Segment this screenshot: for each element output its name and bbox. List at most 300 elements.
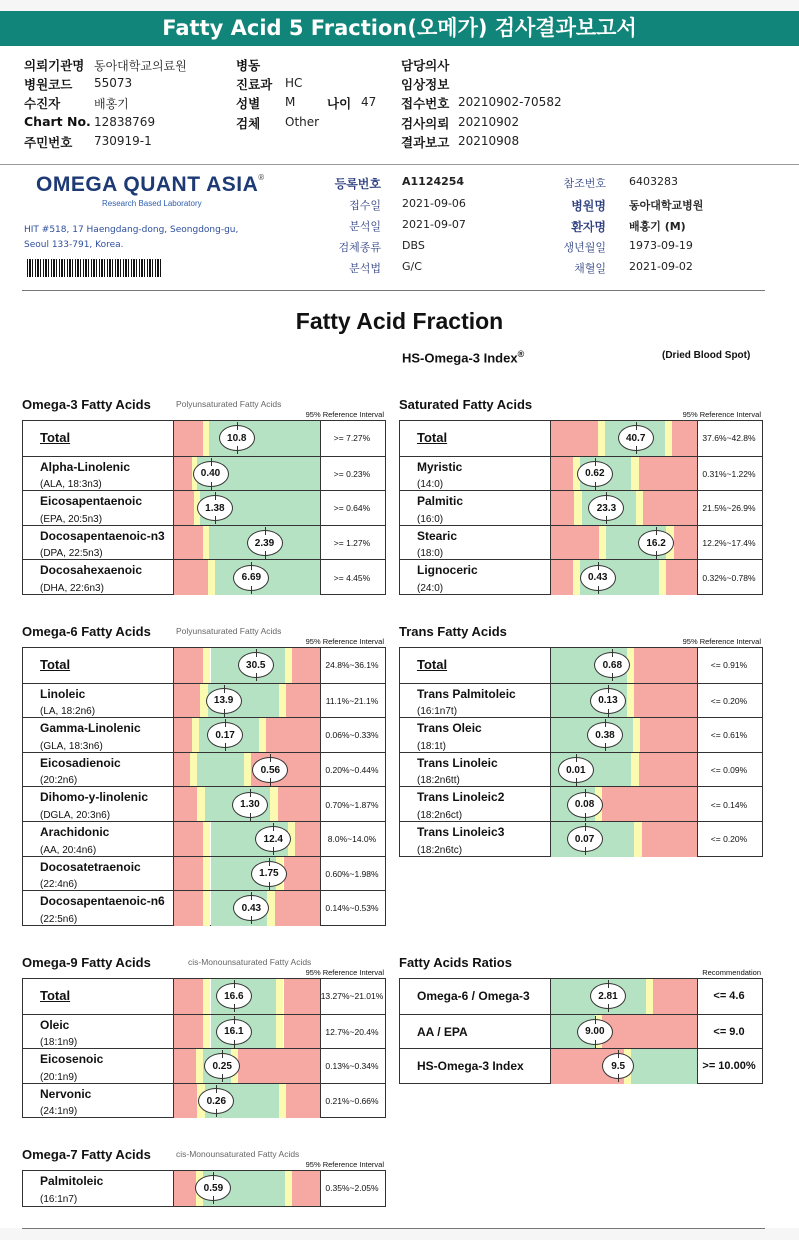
section-heading: Omega-7 Fatty Acids [22, 1147, 151, 1162]
header-label: 수진자 [24, 96, 61, 111]
result-marker: 0.43 [580, 565, 616, 591]
lab-tagline: Research Based Laboratory [102, 199, 202, 208]
hs-omega-subtitle-mark: ® [517, 349, 525, 359]
report-title-banner: Fatty Acid 5 Fraction(오메가) 검사결과보고서 [0, 11, 799, 46]
registration-value: DBS [402, 239, 425, 252]
range-segment-red [551, 526, 599, 561]
reference-range: 0.32%~0.78% [702, 572, 756, 583]
registration-label: 환자명 [571, 220, 606, 234]
range-segment-red [286, 684, 320, 719]
registration-value: 2021-09-06 [402, 197, 466, 210]
result-marker: 12.4 [255, 826, 291, 852]
range-bar [550, 979, 698, 1014]
header-label: 담당의사 [401, 58, 450, 73]
analyte-name: Oleic [40, 1017, 70, 1032]
reference-range: 0.31%~1.22% [702, 468, 756, 479]
analyte-code: (24:0) [417, 582, 444, 594]
range-segment-red [174, 560, 208, 595]
analyte-name: Total [40, 657, 71, 672]
reference-range: >= 1.27% [333, 538, 371, 549]
range-segment-red [639, 753, 697, 788]
report-sheet [0, 165, 799, 1228]
header-label: 의뢰기관명 [24, 58, 85, 73]
result-marker: 2.39 [247, 530, 283, 556]
header-value: 20210902 [458, 115, 520, 129]
registration-value: 동아대학교병원 [629, 199, 704, 212]
header-label: Chart No. [24, 114, 91, 129]
results-table [22, 978, 386, 1118]
table-row [400, 717, 762, 753]
reference-interval-label: Recommendation [702, 968, 761, 977]
analyte-name: Docosahexaenoic [40, 563, 143, 578]
reference-range: 0.21%~0.66% [325, 1096, 379, 1107]
section-heading: Trans Fatty Acids [399, 624, 507, 639]
registration-value: 6403283 [629, 175, 678, 188]
reference-interval-label: 95% Reference Interval [305, 968, 384, 977]
header-label: 검체 [236, 116, 261, 131]
table-row [400, 525, 762, 561]
registration-value: 2021-09-02 [629, 260, 693, 273]
lab-address-line1: HIT #518, 17 Haengdang-dong, Seongdong-gu, [24, 225, 239, 235]
range-segment-red [292, 648, 320, 683]
table-row [23, 1083, 385, 1119]
table-row [400, 456, 762, 492]
registration-label: 생년월일 [563, 241, 606, 254]
reference-range: 0.06%~0.33% [325, 730, 379, 741]
lab-address [24, 223, 238, 253]
table-row [400, 559, 762, 595]
result-marker: 16.2 [638, 530, 674, 556]
registration-label: 채혈일 [574, 262, 606, 275]
range-segment-red [275, 891, 320, 926]
table-row [400, 1014, 762, 1050]
range-bar [550, 822, 698, 857]
range-bar [173, 753, 321, 788]
reference-range: 0.60%~1.98% [325, 868, 379, 879]
range-segment-red [551, 421, 598, 456]
reference-range: >= 0.23% [333, 468, 371, 479]
table-row [23, 856, 385, 892]
range-segment-yellow [285, 648, 292, 683]
reference-interval-label: 95% Reference Interval [682, 410, 761, 419]
reference-range: 0.35%~2.05% [325, 1183, 379, 1194]
analyte-name: Stearic [417, 528, 458, 543]
analyte-name: Eicosenoic [40, 1052, 104, 1067]
range-segment-yellow [634, 822, 641, 857]
result-marker: 9.00 [577, 1019, 613, 1045]
range-segment-red [238, 1049, 320, 1084]
range-segment-red [174, 787, 197, 822]
lab-logo-reg: ® [258, 173, 265, 182]
reference-interval-label: 95% Reference Interval [305, 1160, 384, 1169]
table-row [23, 421, 385, 456]
analyte-name: Gamma-Linolenic [40, 721, 141, 736]
analyte-name: Total [40, 430, 71, 445]
range-segment-red [551, 560, 573, 595]
range-segment-yellow [190, 753, 197, 788]
range-segment-red [284, 1015, 321, 1050]
reference-range: >= 0.64% [333, 503, 371, 514]
range-bar [173, 1015, 321, 1050]
range-bar [173, 560, 321, 595]
result-marker: 1.38 [197, 495, 233, 521]
range-bar [173, 718, 321, 753]
table-row [400, 786, 762, 822]
header-label: 임상정보 [401, 77, 450, 92]
range-segment-yellow [574, 491, 581, 526]
range-bar [550, 421, 698, 456]
table-row [23, 648, 385, 683]
result-marker: 0.25 [204, 1053, 240, 1079]
range-segment-red [174, 1049, 196, 1084]
range-segment-red [174, 979, 203, 1014]
range-bar [550, 560, 698, 595]
analyte-name: AA / EPA [417, 1024, 468, 1039]
table-row [23, 890, 385, 926]
analyte-name: Palmitoleic [40, 1174, 104, 1188]
analyte-name: Eicosapentaenoic [40, 494, 143, 509]
range-segment-red [674, 526, 697, 561]
analyte-code: (16:1n7) [40, 1193, 78, 1205]
lab-logo-name: OMEGA QUANT ASIA [36, 173, 259, 196]
result-marker: 9.5 [602, 1053, 634, 1079]
results-table [399, 420, 763, 595]
range-segment-red [640, 718, 697, 753]
analyte-code: (16:1n7t) [417, 706, 458, 718]
table-row [23, 559, 385, 595]
results-table [399, 978, 763, 1084]
result-marker: 40.7 [618, 425, 654, 451]
registration-label: 검체종류 [338, 241, 381, 254]
reference-range: 0.20%~0.44% [325, 765, 379, 776]
range-segment-green [197, 753, 244, 788]
range-segment-red [266, 718, 320, 753]
range-segment-red [672, 421, 697, 456]
registration-label: 분석법 [349, 262, 381, 275]
range-segment-red [174, 684, 200, 719]
reference-range: 13.27%~21.01% [320, 991, 384, 1002]
results-table [22, 647, 386, 926]
result-marker: 0.62 [577, 461, 613, 487]
range-segment-yellow [203, 648, 210, 683]
analyte-name: Palmitic [417, 494, 464, 509]
result-marker: 0.40 [193, 461, 229, 487]
result-marker: 0.08 [567, 792, 603, 818]
table-row [23, 1048, 385, 1084]
range-segment-red [174, 753, 190, 788]
range-segment-yellow [203, 979, 210, 1014]
table-row [400, 421, 762, 456]
range-segment-yellow [244, 753, 251, 788]
result-marker: 0.43 [233, 895, 269, 921]
table-row [23, 752, 385, 788]
range-segment-red [174, 457, 192, 492]
table-row [23, 821, 385, 857]
range-bar [550, 526, 698, 561]
table-row [23, 786, 385, 822]
reference-range: <= 4.6 [713, 990, 745, 1003]
range-segment-green [631, 1049, 697, 1084]
analyte-name: Docosapentaenoic-n3 [40, 528, 165, 543]
header-label: 진료과 [236, 77, 273, 92]
main-title: Fatty Acid Fraction [295, 308, 504, 334]
analyte-name: Total [417, 657, 448, 672]
range-segment-red [642, 822, 697, 857]
range-segment-red [634, 648, 697, 683]
registration-label: 병원명 [571, 199, 606, 213]
table-row [400, 648, 762, 683]
range-bar [173, 1084, 321, 1119]
analyte-name: Total [417, 430, 448, 445]
analyte-code: (24:1n9) [40, 1106, 78, 1118]
section-subheading: Polyunsaturated Fatty Acids [176, 626, 282, 636]
range-segment-yellow [665, 421, 672, 456]
table-row [400, 683, 762, 719]
divider [22, 290, 765, 291]
range-segment-red [551, 491, 574, 526]
result-marker: 0.59 [195, 1175, 231, 1201]
range-bar [173, 684, 321, 719]
reference-range: 12.2%~17.4% [702, 538, 756, 549]
header-value: Other [285, 115, 320, 129]
lab-address-line2: Seoul 133-791, Korea. [24, 240, 124, 250]
range-segment-yellow [627, 684, 634, 719]
analyte-code: (18:1n9) [40, 1037, 78, 1049]
range-segment-yellow [636, 491, 643, 526]
registration-label: 접수일 [349, 199, 381, 212]
result-marker: 2.81 [590, 983, 626, 1009]
range-bar [173, 1171, 321, 1206]
analyte-code: (EPA, 20:5n3) [40, 513, 103, 525]
range-segment-yellow [598, 421, 605, 456]
range-bar [173, 857, 321, 892]
range-bar [173, 457, 321, 492]
header-label-age: 나이 [327, 96, 352, 111]
analyte-code: (18:0) [417, 548, 444, 560]
range-segment-red [634, 684, 697, 719]
section-heading: Omega-6 Fatty Acids [22, 624, 151, 639]
section-subheading: cis-Monounsaturated Fatty Acids [188, 957, 312, 967]
result-marker: 6.69 [233, 565, 269, 591]
result-marker: 0.13 [590, 688, 626, 714]
registration-value: A1124254 [402, 175, 465, 188]
reference-range: 11.1%~21.1% [325, 695, 379, 706]
header-value: HC [285, 76, 303, 90]
section-heading: Saturated Fatty Acids [399, 397, 533, 412]
analyte-code: (LA, 18:2n6) [40, 706, 96, 718]
range-bar [550, 787, 698, 822]
range-bar [550, 753, 698, 788]
header-value: 20210908 [458, 134, 520, 148]
range-segment-red [639, 457, 697, 492]
analyte-code: (DHA, 22:6n3) [40, 582, 104, 594]
range-segment-red [551, 457, 573, 492]
range-bar [550, 491, 698, 526]
range-segment-yellow [631, 457, 638, 492]
range-segment-red [174, 491, 194, 526]
header-label: 주민번호 [24, 135, 73, 150]
barcode [27, 259, 163, 277]
analyte-code: (14:0) [417, 479, 444, 491]
header-value: 730919-1 [94, 134, 152, 148]
analyte-name: Trans Linoleic [417, 755, 498, 770]
header-value: 20210902-70582 [458, 95, 562, 109]
analyte-code: (20:1n9) [40, 1071, 78, 1083]
results-table [22, 1170, 386, 1207]
range-segment-red [292, 1171, 320, 1206]
reference-range: <= 0.14% [710, 799, 748, 810]
header-label: 결과보고 [401, 135, 450, 150]
range-bar [173, 648, 321, 683]
analyte-code: (16:0) [417, 513, 444, 525]
header-value: 동아대학교의료원 [94, 59, 187, 73]
reference-range: <= 0.20% [710, 695, 748, 706]
reference-range: <= 0.09% [710, 765, 748, 776]
registration-value: G/C [402, 260, 422, 273]
header-value-age: 47 [361, 95, 377, 109]
range-segment-yellow [203, 857, 210, 892]
range-segment-red [284, 857, 321, 892]
reference-range: 0.70%~1.87% [325, 799, 379, 810]
table-row [400, 1048, 762, 1084]
lab-logo [36, 173, 265, 197]
table-row [23, 525, 385, 561]
result-marker: 0.07 [567, 826, 603, 852]
table-row [23, 456, 385, 492]
result-marker: 1.30 [232, 792, 268, 818]
result-marker: 0.26 [198, 1088, 234, 1114]
range-segment-red [174, 1084, 197, 1119]
range-segment-yellow [276, 979, 283, 1014]
range-bar [173, 891, 321, 926]
range-bar [173, 526, 321, 561]
analyte-name: Arachidonic [40, 825, 110, 839]
analyte-code: (DGLA, 20:3n6) [40, 809, 111, 821]
table-row [23, 683, 385, 719]
section-subheading: cis-Monounsaturated Fatty Acids [176, 1149, 300, 1159]
range-segment-yellow [203, 1015, 210, 1050]
range-segment-yellow [279, 684, 286, 719]
header-label: 병동 [236, 58, 261, 73]
range-segment-red [284, 979, 321, 1014]
range-bar [550, 1015, 698, 1050]
reference-range: <= 0.91% [710, 660, 748, 671]
analyte-code: (18:1t) [417, 740, 446, 752]
range-segment-yellow [196, 1049, 203, 1084]
analyte-code: (18:2n6tc) [417, 844, 463, 856]
results-table [22, 420, 386, 595]
table-row [400, 752, 762, 788]
result-marker: 0.17 [207, 722, 243, 748]
analyte-name: Trans Linoleic2 [417, 790, 505, 805]
reference-range: 0.13%~0.34% [325, 1061, 379, 1072]
result-marker: 16.6 [216, 983, 252, 1009]
reference-range: <= 9.0 [713, 1025, 745, 1038]
range-segment-red [174, 648, 203, 683]
range-segment-red [602, 787, 697, 822]
analyte-name: Docosatetraenoic [40, 859, 141, 874]
range-bar [173, 787, 321, 822]
range-bar [550, 684, 698, 719]
range-segment-red [286, 1084, 320, 1119]
reference-range: >= 10.00% [702, 1060, 756, 1073]
result-marker: 0.68 [594, 652, 630, 678]
range-segment-yellow [633, 718, 640, 753]
table-row [400, 979, 762, 1014]
range-bar [173, 1049, 321, 1084]
analyte-name: Linoleic [40, 686, 86, 701]
table-row [400, 490, 762, 526]
analyte-code: (AA, 20:4n6) [40, 844, 97, 856]
analyte-code: (18:2n6ct) [417, 809, 463, 821]
range-segment-yellow [192, 718, 199, 753]
table-row [23, 717, 385, 753]
range-segment-red [174, 1171, 196, 1206]
range-bar [550, 457, 698, 492]
table-row [23, 1171, 385, 1206]
range-segment-yellow [279, 1084, 286, 1119]
table-row [23, 490, 385, 526]
range-segment-yellow [276, 1015, 283, 1050]
range-segment-yellow [285, 1171, 292, 1206]
range-segment-yellow [631, 753, 638, 788]
reference-range: 21.5%~26.9% [702, 503, 756, 514]
result-marker: 23.3 [588, 495, 624, 521]
reference-range: >= 4.45% [333, 572, 371, 583]
section-heading: Fatty Acids Ratios [399, 955, 512, 970]
range-segment-yellow [270, 787, 277, 822]
reference-range: 8.0%~14.0% [327, 834, 377, 845]
section-heading: Omega-3 Fatty Acids [22, 397, 151, 412]
range-segment-yellow [208, 560, 215, 595]
header-label: 접수번호 [401, 96, 450, 111]
table-row [400, 821, 762, 857]
analyte-name: Dihomo-y-linolenic [40, 790, 148, 805]
header-label: 성별 [236, 96, 261, 111]
result-marker: 0.56 [252, 757, 288, 783]
analyte-name: HS-Omega-3 Index [417, 1059, 524, 1074]
result-marker: 0.01 [558, 757, 594, 783]
analyte-name: Alpha-Linolenic [40, 459, 130, 474]
header-value: 배홍기 [94, 97, 129, 111]
reference-range: 12.7%~20.4% [325, 1026, 379, 1037]
result-marker: 13.9 [206, 688, 242, 714]
reference-range: 0.14%~0.53% [325, 903, 379, 914]
reference-range: 24.8%~36.1% [325, 660, 379, 671]
registration-value: 배홍기 (M) [629, 220, 686, 233]
registration-value: 1973-09-19 [629, 239, 693, 252]
section-heading: Omega-9 Fatty Acids [22, 955, 151, 970]
hs-omega-subtitle [402, 349, 524, 365]
patient-header [0, 46, 799, 165]
table-row [23, 979, 385, 1014]
header-value: 12838769 [94, 115, 156, 129]
result-marker: 0.38 [587, 722, 623, 748]
range-segment-red [602, 1015, 697, 1050]
analyte-name: Omega-6 / Omega-3 [417, 989, 530, 1003]
analyte-code: (22:4n6) [40, 879, 78, 891]
reference-range: <= 0.20% [710, 834, 748, 845]
range-segment-red [174, 421, 203, 456]
analyte-code: (20:2n6) [40, 775, 78, 787]
reference-range: 37.6%~42.8% [702, 433, 756, 444]
analyte-name: Trans Oleic [417, 721, 482, 736]
range-segment-red [174, 857, 203, 892]
analyte-code: (GLA, 18:3n6) [40, 740, 103, 752]
result-marker: 16.1 [216, 1019, 252, 1045]
reference-range: >= 7.27% [333, 433, 371, 444]
range-segment-yellow [659, 560, 666, 595]
